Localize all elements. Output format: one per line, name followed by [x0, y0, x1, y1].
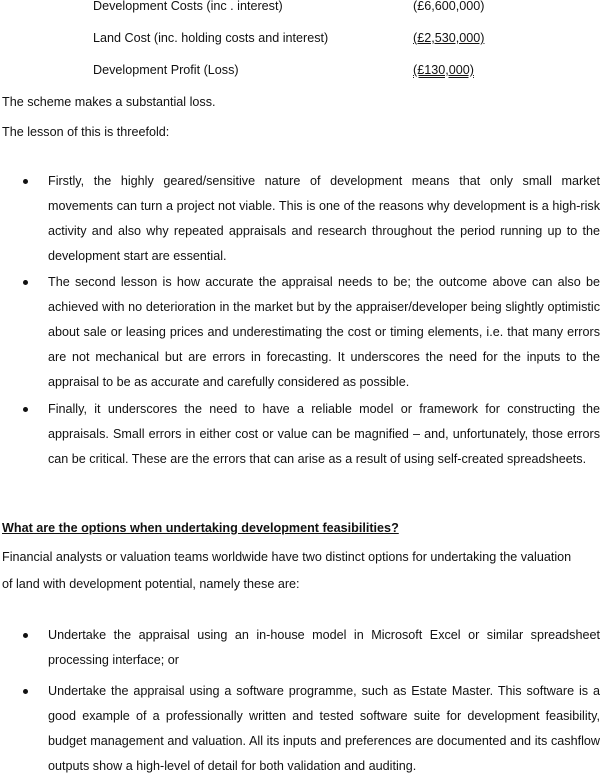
lesson-text: Firstly, the highly geared/sensitive nature of development means that only small market movements can turn a project not viable. This is one of the reasons why development is a high-risk activity and also why repeated appraisals and research throughout the period running up to the development start are essential. — [48, 174, 600, 263]
section-paragraph-line-2: of land with development potential, namely these are: — [2, 577, 300, 591]
bullet-icon — [23, 280, 28, 285]
financial-label: Development Profit (Loss) — [93, 63, 239, 77]
financial-row-land-cost — [0, 31, 601, 51]
financial-label: Development Costs (inc . interest) — [93, 0, 283, 13]
section-paragraph-line-1: Financial analysts or valuation teams worldwide have two distinct options for undertaking the valuation — [2, 550, 572, 564]
bullet-icon — [23, 689, 28, 694]
bullet-icon — [23, 179, 28, 184]
financial-label: Land Cost (inc. holding costs and interest) — [93, 31, 329, 45]
financial-row-development-costs — [0, 0, 601, 19]
financial-row-development-profit — [0, 63, 601, 83]
financial-value: (£130,000) — [413, 63, 474, 77]
lesson-text: Finally, it underscores the need to have a reliable model or framework for constructing the appraisals. Small errors in either cost or value can be magnified – and, unfortunately, those errors can be critical. These are the errors that can arise as a result of using self-created spreadsheets. — [48, 402, 600, 466]
loss-statement: The scheme makes a substantial loss. — [2, 95, 216, 109]
lesson-statement: The lesson of this is threefold: — [2, 125, 170, 139]
financial-value: (£2,530,000) — [413, 31, 485, 45]
bullet-icon — [23, 633, 28, 638]
section-heading: What are the options when undertaking development feasibilities? — [2, 521, 399, 535]
option-text: Undertake the appraisal using an in-house model in Microsoft Excel or similar spreadsheet processing interface; or — [48, 628, 600, 667]
financial-value: (£6,600,000) — [413, 0, 485, 13]
bullet-icon — [23, 407, 28, 412]
option-text: Undertake the appraisal using a software programme, such as Estate Master. This software is a good example of a professionally written and tested software suite for development feasibility, budget management and valuation. All its inputs and preferences are documented and its cashflow outputs show a high-level of detail for both validation and auditing. — [48, 684, 600, 773]
lesson-text: The second lesson is how accurate the appraisal needs to be; the outcome above can also be achieved with no deterioration in the market but by the appraiser/developer being slightly optimistic about sale or leasing prices and underestimating the cost or timing elements, i.e. that many errors are not mechanical but are errors in forecasting. It underscores the need for the inputs to the appraisal to be as accurate and carefully considered as possible. — [48, 275, 600, 389]
